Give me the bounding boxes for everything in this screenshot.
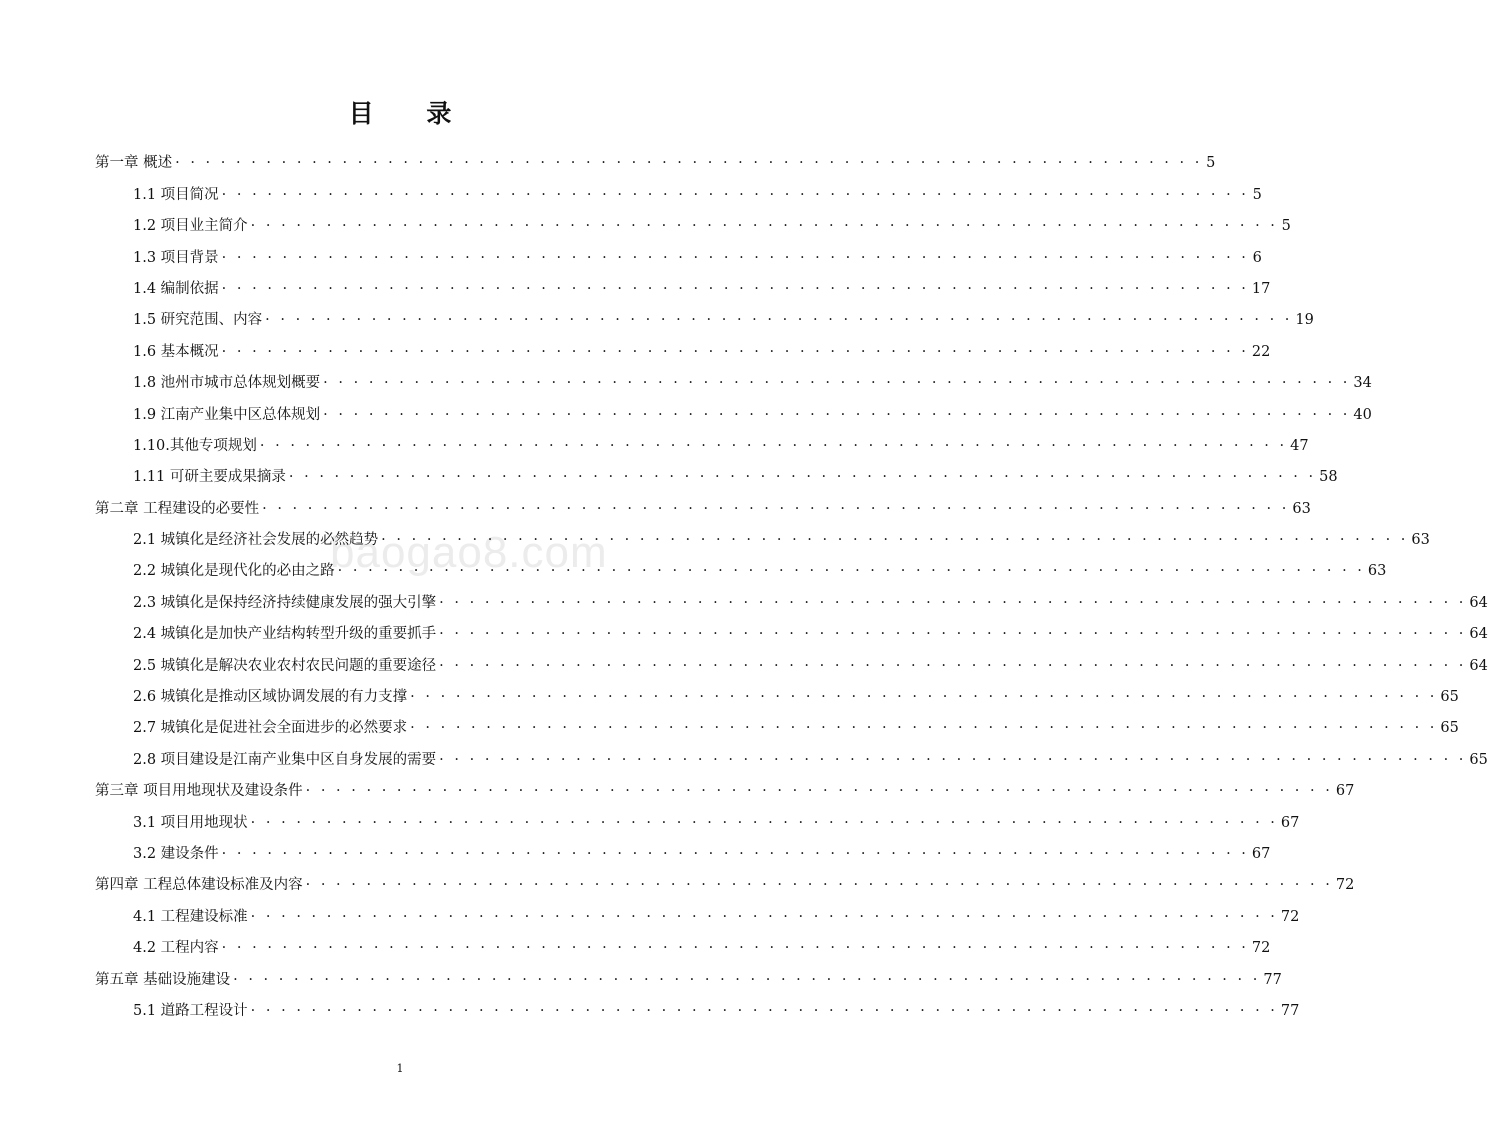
toc-entry[interactable] <box>95 862 1355 894</box>
toc-entry[interactable] <box>95 328 1271 360</box>
toc-dot-leader: · · · · · · · · · · · · · · · · · · · · · · · · · · · · · · · · · · · · · · · · · · · · · · · · · · · · · · · · · · · · · · · · · · · · <box>305 783 1333 800</box>
toc-dot-leader: · · · · · · · · · · · · · · · · · · · · · · · · · · · · · · · · · · · · · · · · · · · · · · · · · · · · · · · · · · · · · · · · · · · · <box>337 563 1365 580</box>
toc-page-number: 72 <box>1280 908 1300 925</box>
toc-entry-label: 1.8 池州市城市总体规划概要 <box>133 375 321 392</box>
toc-page-number: 64 <box>1469 626 1488 643</box>
watermark: baogao8.com <box>330 528 608 577</box>
page-number: 1 <box>396 1062 404 1075</box>
toc-page-number: 64 <box>1469 594 1488 611</box>
toc-entry-label: 第四章 工程总体建设标准及内容 <box>95 877 303 894</box>
toc-entry[interactable] <box>95 548 1387 580</box>
toc-dot-leader: · · · · · · · · · · · · · · · · · · · · · · · · · · · · · · · · · · · · · · · · · · · · · · · · · · · · · · · · · · · · · · · · · · · · <box>250 908 1278 925</box>
toc-dot-leader: · · · · · · · · · · · · · · · · · · · · · · · · · · · · · · · · · · · · · · · · · · · · · · · · · · · · · · · · · · · · · · · · · · · · <box>221 940 1249 957</box>
toc-dot-leader: · · · · · · · · · · · · · · · · · · · · · · · · · · · · · · · · · · · · · · · · · · · · · · · · · · · · · · · · · · · · · · · · · · · · <box>323 406 1351 423</box>
toc-dot-leader: · · · · · · · · · · · · · · · · · · · · · · · · · · · · · · · · · · · · · · · · · · · · · · · · · · · · · · · · · · · · · · · · · · · · <box>381 532 1409 549</box>
toc-entry-label: 2.3 城镇化是保持经济持续健康发展的强大引擎 <box>133 594 437 611</box>
toc-entry[interactable] <box>95 611 1488 643</box>
toc-page-number: 63 <box>1411 532 1430 549</box>
toc-dot-leader: · · · · · · · · · · · · · · · · · · · · · · · · · · · · · · · · · · · · · · · · · · · · · · · · · · · · · · · · · · · · · · · · · · · · <box>265 312 1293 329</box>
toc-entry-label: 1.2 项目业主简介 <box>133 218 248 235</box>
toc-page-number: 63 <box>1367 563 1387 580</box>
toc-entry[interactable] <box>95 423 1309 454</box>
toc-page-number: 65 <box>1440 689 1459 706</box>
toc-entry[interactable] <box>95 642 1488 674</box>
toc-page-number: 5 <box>1206 155 1216 172</box>
toc-entry-label: 3.2 建设条件 <box>133 845 219 862</box>
toc-entry-label: 第二章 工程建设的必要性 <box>95 500 260 517</box>
toc-dot-leader: · · · · · · · · · · · · · · · · · · · · · · · · · · · · · · · · · · · · · · · · · · · · · · · · · · · · · · · · · · · · · · · · · · · · <box>305 877 1333 894</box>
toc-page-number: 72 <box>1335 877 1355 894</box>
toc-entry-label: 1.6 基本概况 <box>133 343 219 360</box>
toc-dot-leader: · · · · · · · · · · · · · · · · · · · · · · · · · · · · · · · · · · · · · · · · · · · · · · · · · · · · · · · · · · · · · · · · · · · · <box>410 689 1438 706</box>
toc-dot-leader: · · · · · · · · · · · · · · · · · · · · · · · · · · · · · · · · · · · · · · · · · · · · · · · · · · · · · · · · · · · · · · · · · · · · <box>288 469 1317 486</box>
toc-dot-leader: · · · · · · · · · · · · · · · · · · · · · · · · · · · · · · · · · · · · · · · · · · · · · · · · · · · · · · · · · · · · · · · · · · · · <box>439 657 1467 674</box>
toc-entry[interactable] <box>95 988 1300 1019</box>
toc-entry-label: 1.10.其他专项规划 <box>133 437 257 454</box>
toc-entry[interactable] <box>95 517 1430 549</box>
toc-dot-leader: · · · · · · · · · · · · · · · · · · · · · · · · · · · · · · · · · · · · · · · · · · · · · · · · · · · · · · · · · · · · · · · · · · · · <box>410 720 1438 737</box>
toc-entry-label: 2.7 城镇化是促进社会全面进步的必然要求 <box>133 720 408 737</box>
page-title: 目 录 <box>348 99 474 128</box>
toc-entry-label: 第三章 项目用地现状及建设条件 <box>95 783 303 800</box>
toc-page-number: 34 <box>1353 375 1372 392</box>
toc-page-number: 77 <box>1263 971 1282 988</box>
toc-entry[interactable] <box>95 925 1271 957</box>
toc-dot-leader: · · · · · · · · · · · · · · · · · · · · · · · · · · · · · · · · · · · · · · · · · · · · · · · · · · · · · · · · · · · · · · · · · · · · <box>250 814 1278 831</box>
toc-dot-leader: · · · · · · · · · · · · · · · · · · · · · · · · · · · · · · · · · · · · · · · · · · · · · · · · · · · · · · · · · · · · · · · · · · · · <box>250 218 1278 235</box>
toc-dot-leader: · · · · · · · · · · · · · · · · · · · · · · · · · · · · · · · · · · · · · · · · · · · · · · · · · · · · · · · · · · · · · · · · · · · · <box>221 249 1249 266</box>
toc-dot-leader: · · · · · · · · · · · · · · · · · · · · · · · · · · · · · · · · · · · · · · · · · · · · · · · · · · · · · · · · · · · · · · · · · · · · <box>439 626 1467 643</box>
toc-entry-label: 4.1 工程建设标准 <box>133 908 248 925</box>
toc-page-number: 65 <box>1469 751 1488 768</box>
toc-page-number: 63 <box>1292 500 1311 517</box>
toc-page-number: 47 <box>1290 437 1309 454</box>
toc-page-number: 19 <box>1295 312 1314 329</box>
toc-page-number: 22 <box>1251 343 1271 360</box>
toc-entry-label: 1.11 可研主要成果摘录 <box>133 469 286 486</box>
toc-page-number: 72 <box>1251 940 1271 957</box>
toc-page-number: 5 <box>1281 218 1291 235</box>
toc-entry-label: 4.2 工程内容 <box>133 940 219 957</box>
toc-entry-label: 第五章 基础设施建设 <box>95 971 231 988</box>
toc-entry[interactable] <box>95 266 1271 297</box>
toc-entry[interactable] <box>95 391 1372 423</box>
toc-dot-leader: · · · · · · · · · · · · · · · · · · · · · · · · · · · · · · · · · · · · · · · · · · · · · · · · · · · · · · · · · · · · · · · · · · · · <box>250 1002 1278 1019</box>
toc-page-number: 77 <box>1280 1002 1300 1019</box>
toc-entry[interactable] <box>95 831 1271 862</box>
toc-entry-label: 1.9 江南产业集中区总体规划 <box>133 406 321 423</box>
toc-dot-leader: · · · · · · · · · · · · · · · · · · · · · · · · · · · · · · · · · · · · · · · · · · · · · · · · · · · · · · · · · · · · · · · · · · · · <box>221 845 1249 862</box>
toc-entry[interactable] <box>95 956 1282 988</box>
toc-entry[interactable] <box>95 454 1338 486</box>
toc-page-number: 58 <box>1319 469 1338 486</box>
toc-dot-leader: · · · · · · · · · · · · · · · · · · · · · · · · · · · · · · · · · · · · · · · · · · · · · · · · · · · · · · · · · · · · · · · · · · · · <box>221 343 1249 360</box>
toc-entry[interactable] <box>95 203 1291 235</box>
toc-entry-label: 5.1 道路工程设计 <box>133 1002 248 1019</box>
toc-page-number: 65 <box>1440 720 1459 737</box>
toc-entry-label: 第一章 概述 <box>95 155 173 172</box>
toc-page-number: 17 <box>1251 280 1271 297</box>
toc-entry-label: 1.5 研究范围、内容 <box>133 312 263 329</box>
toc-entry[interactable] <box>95 799 1300 831</box>
toc-entry[interactable] <box>95 234 1262 266</box>
toc-entry-label: 3.1 项目用地现状 <box>133 814 248 831</box>
toc-entry-label: 2.8 项目建设是江南产业集中区自身发展的需要 <box>133 751 437 768</box>
toc-entry-label: 1.1 项目简况 <box>133 186 219 203</box>
toc-entry[interactable] <box>95 140 1216 172</box>
toc-entry[interactable] <box>95 485 1311 517</box>
toc-entry[interactable] <box>95 360 1372 392</box>
toc-dot-leader: · · · · · · · · · · · · · · · · · · · · · · · · · · · · · · · · · · · · · · · · · · · · · · · · · · · · · · · · · · · · · · · · · · · · <box>221 186 1249 203</box>
toc-dot-leader: · · · · · · · · · · · · · · · · · · · · · · · · · · · · · · · · · · · · · · · · · · · · · · · · · · · · · · · · · · · · · · · · · · · · <box>262 500 1290 517</box>
toc-entry[interactable] <box>95 297 1314 329</box>
toc-entry-label: 1.4 编制依据 <box>133 280 219 297</box>
toc-entry[interactable] <box>95 736 1488 768</box>
toc-entry[interactable] <box>95 705 1459 737</box>
toc-page-number: 67 <box>1280 814 1300 831</box>
toc-entry-label: 2.5 城镇化是解决农业农村农民问题的重要途径 <box>133 657 437 674</box>
toc-entry-label: 2.1 城镇化是经济社会发展的必然趋势 <box>133 532 379 549</box>
toc-page-number: 67 <box>1335 783 1355 800</box>
toc-entry[interactable] <box>95 171 1262 203</box>
toc-dot-leader: · · · · · · · · · · · · · · · · · · · · · · · · · · · · · · · · · · · · · · · · · · · · · · · · · · · · · · · · · · · · · · · · · · · · <box>259 437 1288 454</box>
toc-page-number: 67 <box>1251 845 1271 862</box>
toc-entry-label: 2.4 城镇化是加快产业结构转型升级的重要抓手 <box>133 626 437 643</box>
toc-dot-leader: · · · · · · · · · · · · · · · · · · · · · · · · · · · · · · · · · · · · · · · · · · · · · · · · · · · · · · · · · · · · · · · · · · · · <box>233 971 1261 988</box>
toc-page-number: 6 <box>1252 249 1262 266</box>
toc-page-number: 5 <box>1252 186 1262 203</box>
table-of-contents <box>95 140 1488 1019</box>
toc-entry[interactable] <box>95 893 1300 925</box>
toc-dot-leader: · · · · · · · · · · · · · · · · · · · · · · · · · · · · · · · · · · · · · · · · · · · · · · · · · · · · · · · · · · · · · · · · · · · · <box>439 594 1467 611</box>
toc-page-number: 64 <box>1469 657 1488 674</box>
toc-entry-label: 1.3 项目背景 <box>133 249 219 266</box>
toc-entry-label: 2.6 城镇化是推动区域协调发展的有力支撑 <box>133 689 408 706</box>
toc-dot-leader: · · · · · · · · · · · · · · · · · · · · · · · · · · · · · · · · · · · · · · · · · · · · · · · · · · · · · · · · · · · · · · · · · · · · <box>439 751 1467 768</box>
toc-dot-leader: · · · · · · · · · · · · · · · · · · · · · · · · · · · · · · · · · · · · · · · · · · · · · · · · · · · · · · · · · · · · · · · · · · · · <box>323 375 1351 392</box>
toc-entry[interactable] <box>95 768 1355 800</box>
toc-entry[interactable] <box>95 579 1488 611</box>
toc-page-number: 40 <box>1353 406 1372 423</box>
toc-dot-leader: · · · · · · · · · · · · · · · · · · · · · · · · · · · · · · · · · · · · · · · · · · · · · · · · · · · · · · · · · · · · · · · · · · · · <box>221 280 1249 297</box>
toc-dot-leader: · · · · · · · · · · · · · · · · · · · · · · · · · · · · · · · · · · · · · · · · · · · · · · · · · · · · · · · · · · · · · · · · · · · · <box>175 155 1203 172</box>
toc-entry[interactable] <box>95 674 1459 706</box>
toc-entry-label: 2.2 城镇化是现代化的必由之路 <box>133 563 335 580</box>
